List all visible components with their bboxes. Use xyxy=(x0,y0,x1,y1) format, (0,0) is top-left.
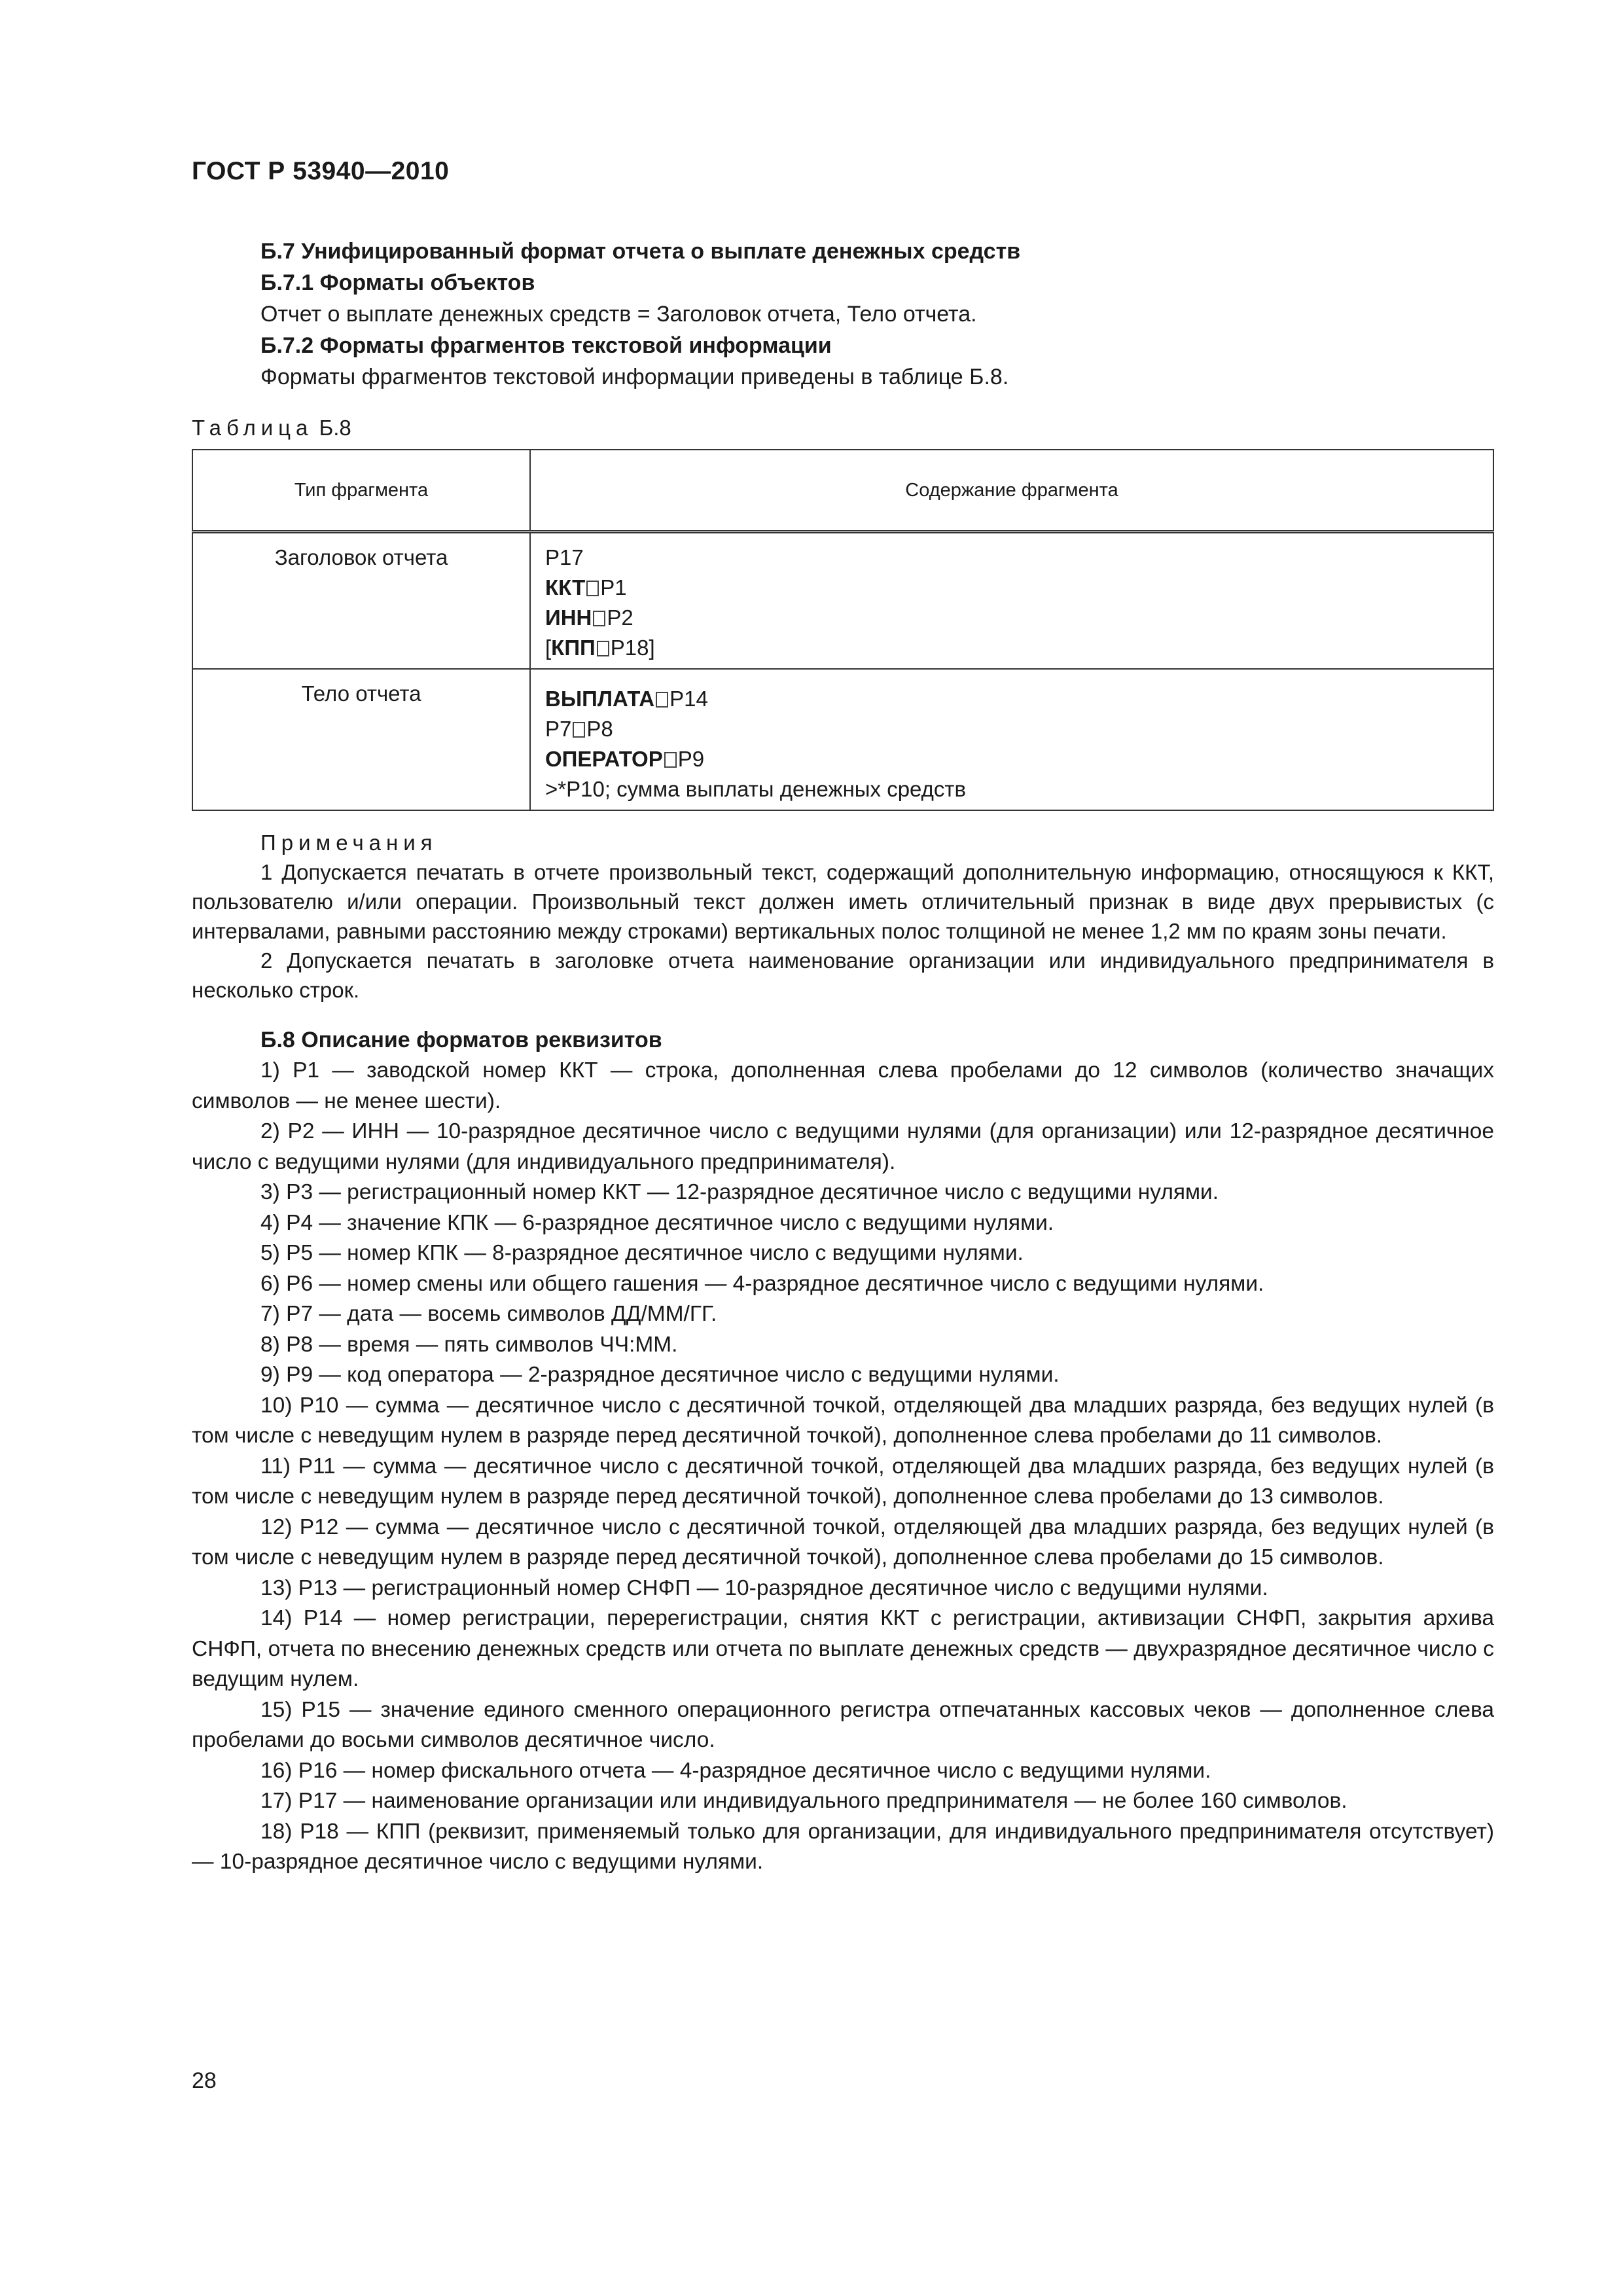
requisite-item: 12) Р12 — сумма — десятичное число с десятичной точкой, отделяющей два младших разряда, без ведущих нулей (в том числе с неведущим нулем в разряде перед десятичной точкой), дополненное слева пробелами до 15 символов. xyxy=(192,1515,1494,1570)
fragment-type-cell: Заголовок отчета xyxy=(192,532,530,670)
note-2: 2 Допускается печатать в заголовке отчета наименование организации или индивидуального предпринимателя в несколько строк. xyxy=(192,948,1494,1002)
fragments-table xyxy=(192,449,1494,811)
content-line xyxy=(545,573,1493,603)
table-caption-number: Б.8 xyxy=(319,416,351,440)
content-keyword: ИНН xyxy=(545,605,592,630)
section-b7-title: Б.7 Унифицированный формат отчета о выплате денежных средств xyxy=(260,239,1021,264)
page-content xyxy=(192,236,1494,1878)
notes-title: Примечания xyxy=(260,831,438,855)
content-field: Р2 xyxy=(607,605,633,630)
table-row xyxy=(192,669,1493,810)
content-field: Р8 xyxy=(586,717,613,741)
requisite-item: 7) Р7 — дата — восемь символов ДД/ММ/ГГ. xyxy=(260,1302,717,1326)
space-symbol-icon xyxy=(664,752,677,768)
requisite-item: 2) Р2 — ИНН — 10-разрядное десятичное число с ведущими нулями (для организации) или 12-разрядное десятичное число с ведущими нулями (для индивидуального предпринимателя). xyxy=(192,1119,1494,1174)
content-line xyxy=(545,633,1493,663)
requisite-item: 11) Р11 — сумма — десятичное число с десятичной точкой, отделяющей два младших разряда, без ведущих нулей (в том числе с неведущим нулем в разряде перед десятичной точкой), дополненное слева пробелами до 13 символов. xyxy=(192,1454,1494,1509)
requisite-item: 4) Р4 — значение КПК — 6-разрядное десятичное число с ведущими нулями. xyxy=(260,1210,1054,1235)
requisite-item: 14) Р14 — номер регистрации, перерегистрации, снятия ККТ с регистрации, активизации СНФП, закрытия архива СНФП, отчета по внесению денежных средств или отчета по выплате денежных средств — двухразрядное десятичное число с ведущим нулем. xyxy=(192,1606,1494,1691)
section-b72-title: Б.7.2 Форматы фрагментов текстовой информации xyxy=(260,333,832,358)
column-header-type: Тип фрагмента xyxy=(192,450,530,532)
section-b71-text: Отчет о выплате денежных средств = Заголовок отчета, Тело отчета. xyxy=(260,302,977,327)
content-field: Р18] xyxy=(610,636,655,660)
space-symbol-icon xyxy=(593,611,605,626)
requisite-item: 9) Р9 — код оператора — 2-разрядное десятичное число с ведущими нулями. xyxy=(260,1363,1060,1387)
requisite-item: 13) Р13 — регистрационный номер СНФП — 10-разрядное десятичное число с ведущими нулями. xyxy=(260,1575,1268,1600)
content-line xyxy=(545,744,1493,774)
content-keyword: ВЫПЛАТА xyxy=(545,687,655,711)
requisite-item: 5) Р5 — номер КПК — 8-разрядное десятичное число с ведущими нулями. xyxy=(260,1241,1024,1265)
requisite-item: 18) Р18 — КПП (реквизит, применяемый только для организации, для индивидуального предпринимателя отсутствует) — 10-разрядное десятичное число с ведущими нулями. xyxy=(192,1819,1494,1874)
section-b72-text: Форматы фрагментов текстовой информации приведены в таблице Б.8. xyxy=(260,365,1009,389)
requisite-item: 15) Р15 — значение единого сменного операционного регистра отпечатанных кассовых чеков — дополненное слева пробелами до восьми символов десятичное число. xyxy=(192,1697,1494,1752)
space-symbol-icon xyxy=(573,722,585,738)
content-line xyxy=(545,684,1493,714)
requisites-list xyxy=(192,1056,1494,1878)
section-b8-title: Б.8 Описание форматов реквизитов xyxy=(260,1028,662,1052)
requisite-item: 17) Р17 — наименование организации или индивидуального предпринимателя — не более 160 символов. xyxy=(260,1789,1347,1813)
space-symbol-icon xyxy=(597,641,609,656)
table-header-row xyxy=(192,450,1493,532)
note-1: 1 Допускается печатать в отчете произвольный текст, содержащий дополнительную информацию, относящуюся к ККТ, пользователю и/или операции. Произвольный текст должен иметь отличительный признак в виде двух прерывистых (с интервалами, равными расстоянию между строками) вертикальных полос толщиной не менее 1,2 мм по краям зоны печати. xyxy=(192,860,1494,943)
content-line: Р17 xyxy=(545,545,584,569)
content-line xyxy=(545,714,1493,744)
table-caption-word: Таблица xyxy=(192,416,313,440)
document-header: ГОСТ Р 53940—2010 xyxy=(192,157,450,185)
table-caption xyxy=(192,412,1494,444)
content-keyword: КПП xyxy=(551,636,596,660)
fragment-content-cell xyxy=(530,532,1493,670)
space-symbol-icon xyxy=(656,692,668,708)
requisite-item: 3) Р3 — регистрационный номер ККТ — 12-разрядное десятичное число с ведущими нулями. xyxy=(260,1180,1219,1204)
content-line: >*Р10; сумма выплаты денежных средств xyxy=(545,777,967,801)
requisite-item: 6) Р6 — номер смены или общего гашения — 4-разрядное десятичное число с ведущими нулями. xyxy=(260,1271,1264,1296)
table-row xyxy=(192,532,1493,670)
space-symbol-icon xyxy=(586,581,599,596)
fragment-content-cell xyxy=(530,669,1493,810)
requisite-item: 16) Р16 — номер фискального отчета — 4-разрядное десятичное число с ведущими нулями. xyxy=(260,1758,1211,1783)
column-header-content: Содержание фрагмента xyxy=(530,450,1493,532)
content-field: Р9 xyxy=(677,747,705,771)
content-keyword: ОПЕРАТОР xyxy=(545,747,663,771)
page-number: 28 xyxy=(192,2068,217,2093)
content-field: Р14 xyxy=(669,687,708,711)
requisite-item: 1) Р1 — заводской номер ККТ — строка, дополненная слева пробелами до 12 символов (количество значащих символов — не менее шести). xyxy=(192,1058,1494,1113)
requisite-item: 10) Р10 — сумма — десятичное число с десятичной точкой, отделяющей два младших разряда, без ведущих нулей (в том числе с неведущим нулем в разряде перед десятичной точкой), дополненное слева пробелами до 11 символов. xyxy=(192,1393,1494,1448)
section-b71-title: Б.7.1 Форматы объектов xyxy=(260,270,535,295)
content-field: Р7 xyxy=(545,717,572,741)
content-line xyxy=(545,603,1493,633)
content-field: Р1 xyxy=(600,575,627,600)
requisite-item: 8) Р8 — время — пять символов ЧЧ:ММ. xyxy=(260,1332,678,1357)
content-keyword: ККТ xyxy=(545,575,586,600)
fragment-type-cell: Тело отчета xyxy=(192,669,530,810)
optional-bracket: [ xyxy=(545,636,552,660)
